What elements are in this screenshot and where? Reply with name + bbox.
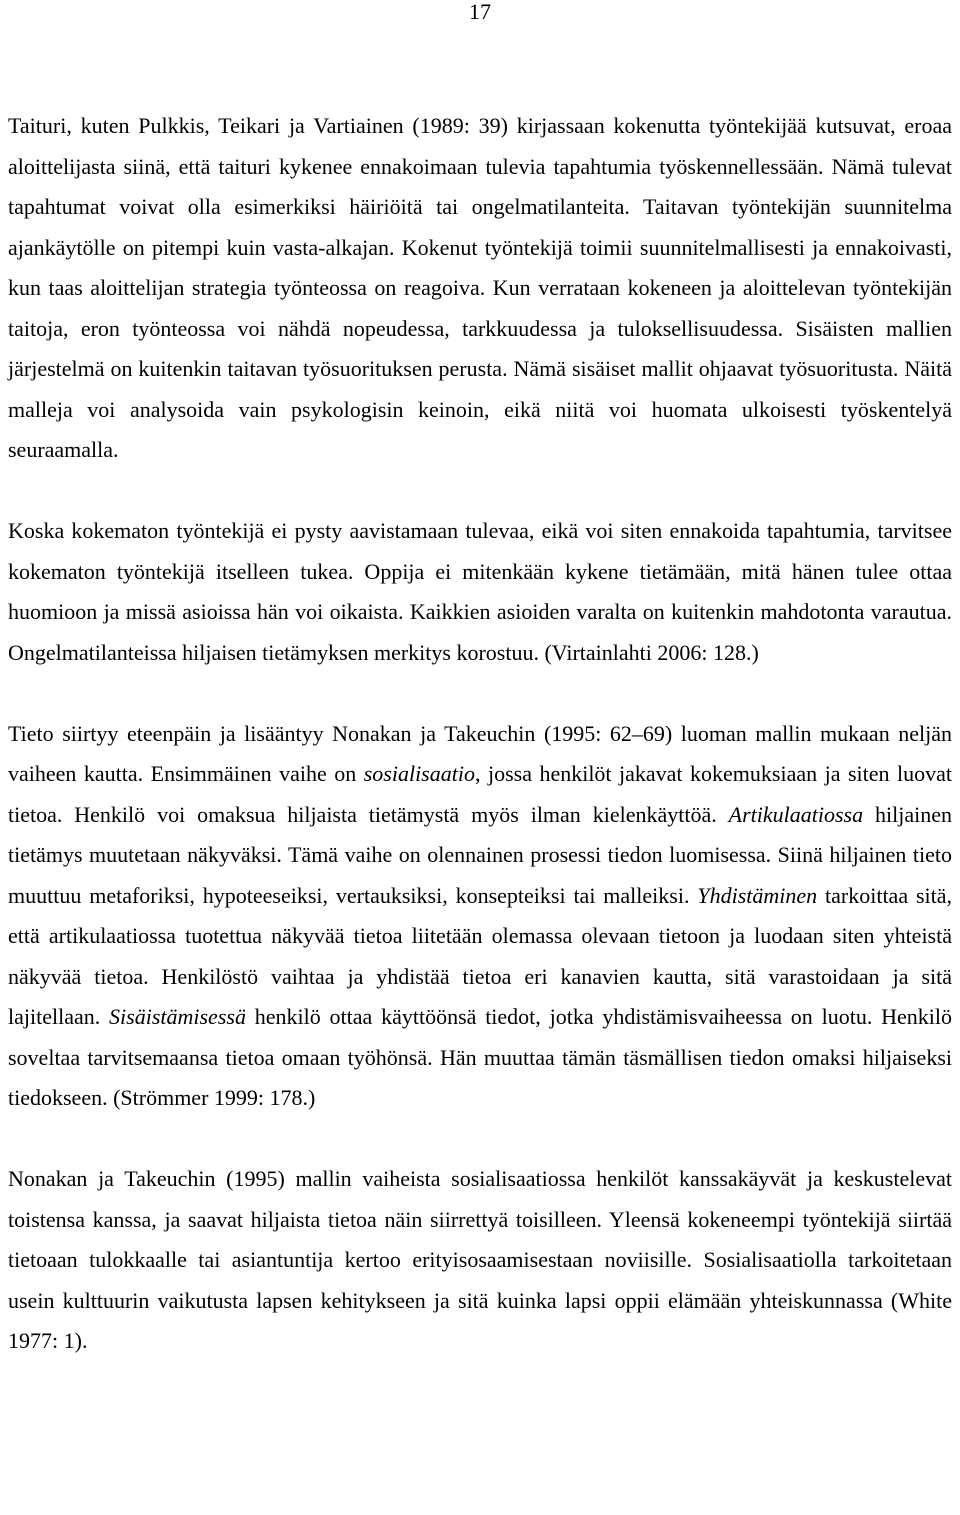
paragraph-text: Taituri, kuten Pulkkis, Teikari ja Vartiainen (1989: 39) kirjassaan kokenutta työntekijää kutsuvat, eroaa aloittelijasta siinä, että taituri kykenee ennakoimaan tulevia tapahtumia työskennellessään. Nämä tulevat tapahtumat voivat olla esimerkiksi häiriöitä tai ongelmatilanteita. Taitavan työntekijän suunnitelma ajankäytölle on pitempi kuin vasta-alkajan. Kokenut työntekijä toimii suunnitelmallisesti ja ennakoivasti, kun taas aloittelijan strategia työnteossa on reagoiva. Kun verrataan kokeneen ja aloittelevan työntekijän taitoja, eron työnteossa voi nähdä nopeudessa, tarkkuudessa ja tuloksellisuudessa. Sisäisten mallien järjestelmä on kuitenkin taitavan työsuorituksen perusta. Nämä sisäiset mallit ohjaavat työsuoritusta. Näitä malleja voi analysoida vain psykologisin keinoin, eikä niitä voi huomata ulkoisesti työskentelyä seuraamalla. bbox=[8, 113, 952, 462]
page-number: 17 bbox=[469, 0, 491, 24]
paragraph-text: , jossa henkilöt jakavat kokemuksiaan ja siten luovat tietoa. Henkilö voi omaksua hiljaista tietämystä myös ilman kielenkäyttöä. bbox=[8, 761, 952, 827]
paragraph-novice-worker bbox=[8, 511, 952, 673]
paragraph-text: Koska kokematon työntekijä ei pysty aavistamaan tulevaa, eikä voi siten ennakoida tapahtumia, tarvitsee kokematon työntekijä itselleen tukea. Oppija ei mitenkään kykene tietämään, mitä hänen tulee ottaa huomioon ja missä asioissa hän voi oikaista. Kaikkien asioiden varalta on kuitenkin mahdotonta varautua. Ongelmatilanteissa hiljaisen tietämyksen merkitys korostuu. (Virtainlahti 2006: 128.) bbox=[8, 518, 952, 665]
paragraph-text: henkilö ottaa käyttöönsä tiedot, jotka yhdistämisvaiheessa on luotu. Henkilö soveltaa tarvitsemaansa tietoa omaan työhönsä. Hän muuttaa tämän täsmällisen tiedon omaksi hiljaiseksi tiedokseen. (Strömmer 1999: 178.) bbox=[8, 1004, 952, 1110]
term-articulation: Artikulaatiossa bbox=[728, 801, 864, 827]
paragraph-text: tarkoittaa sitä, että artikulaatiossa tuotettua näkyvää tietoa liitetään olemassa olevaan tietoon ja luodaan siten yhteistä näkyvää tietoa. Henkilöstö vaihtaa ja yhdistää tietoa eri kanavien kautta, sitä varastoidaan ja sitä lajitellaan. bbox=[8, 882, 953, 1029]
paragraph-expert-worker bbox=[8, 106, 952, 471]
document-body bbox=[8, 106, 952, 1362]
paragraph-text: Nonakan ja Takeuchin (1995) mallin vaiheista sosialisaatiossa henkilöt kanssakäyvät ja keskustelevat toistensa kanssa, ja saavat hiljaista tietoa näin siirrettyä toisilleen. Yleensä kokeneempi työntekijä siirtää tietoaan tulokkaalle tai asiantuntija kertoo erityisosaamisestaan noviisille. Sosialisaatiolla tarkoitetaan usein kulttuurin vaikutusta lapsen kehitykseen ja sitä kuinka lapsi oppii elämään yhteiskunnassa (White 1977: 1). bbox=[8, 1166, 952, 1353]
term-internalisation: Sisäistämisessä bbox=[109, 1004, 246, 1029]
paragraph-socialisation bbox=[8, 1159, 952, 1362]
term-combination: Yhdistäminen bbox=[697, 882, 818, 908]
paragraph-text: hiljainen tietämys muutetaan näkyväksi. Tämä vaihe on olennainen prosessi tiedon luomisessa. Siinä hiljainen tieto muuttuu metaforiksi, hypoteeseiksi, vertauksiksi, konsepteiksi tai malleiksi. bbox=[8, 801, 952, 908]
paragraph-knowledge-model bbox=[8, 714, 952, 1119]
term-socialisation: sosialisaatio bbox=[363, 761, 475, 786]
paragraph-text: Tieto siirtyy eteenpäin ja lisääntyy Nonakan ja Takeuchin (1995: 62–69) luoman mallin mukaan neljän vaiheen kautta. Ensimmäinen vaihe on bbox=[8, 720, 952, 786]
